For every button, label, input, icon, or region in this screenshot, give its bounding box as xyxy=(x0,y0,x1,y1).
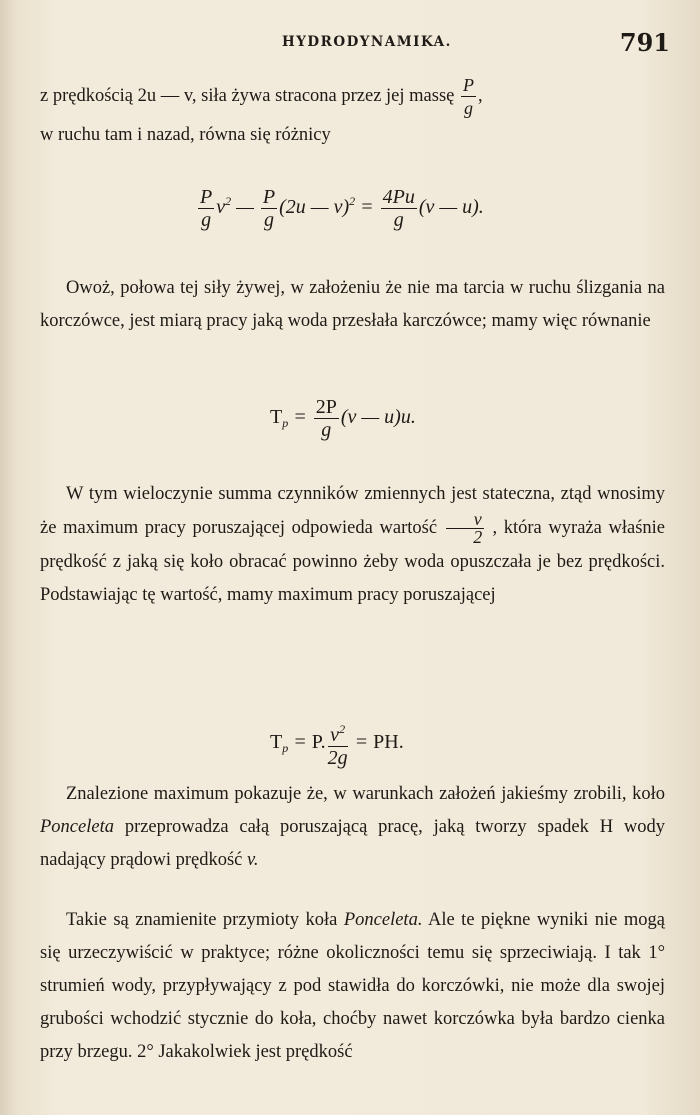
equation-kinetic-difference: $\frac{P}{g}$ $v^2$ — $\frac{P}{g}$ (2u — v)$^2$ = $\frac{4Pu}{g}$ (v — u). xyxy=(200,186,484,231)
poncelet-name: Ponceleta xyxy=(40,817,114,837)
paragraph-1-line-1: z prędkością 2u — v, siła żywa stracona przez jej massę xyxy=(40,85,455,106)
paragraph-2: Owoż, połowa tej siły żywej, w założeniu że nie ma tarcia w ruchu ślizgania na korczówce, jest miarą pracy jaką woda przesłała karczówce; mamy więc równanie xyxy=(40,278,665,331)
mass-fraction: $\frac{P}{g}$ xyxy=(463,75,474,118)
paragraph-1: z prędkością 2u — v, siła żywa stracona przez jej massę $\frac{P}{g}$ , w ruchu tam i nazad, równa się różnicy xyxy=(40,74,665,152)
paragraph-3: W tym wieloczynie summa czynników zmiennych jest stateczna, ztąd wnosimy że maximum pracy poruszającej odpowieda wartość $\frac{v}{2}$ , która wyraża właśnie prędkość z jaką się koło obracać powinno żeby woda opuszczała je bez prędkości. Podstawiając tę wartość, mamy maximum pracy poruszającej xyxy=(40,484,666,605)
paragraph-1-line-2: w ruchu tam i nazad, równa się różnicy xyxy=(40,125,331,145)
paragraph-4: Znalezione maximum pokazuje że, w warunkach założeń jakieśmy zrobili, koło Ponceleta przeprowadza całą poruszającą pracę, jaką tworzy spadek H wody nadający prądowi prędkość v. xyxy=(40,784,666,870)
page-number: 791 xyxy=(619,28,670,57)
equation-max-work: $T_p = P$. $\frac{v^2}{2g}$ = PH. xyxy=(270,718,404,769)
poncelet-name-2: Ponceleta. xyxy=(343,910,423,930)
fraction-v-over-2: $\frac{v}{2}$ xyxy=(446,511,484,546)
equation-work: $T_p$ = $\frac{2P}{g}$ (v — u)u. xyxy=(270,396,416,441)
page-header xyxy=(40,30,670,60)
running-title: HYDRODYNAMIKA. xyxy=(282,34,452,50)
paragraph-5: Takie są znamienite przymioty koła Ponceleta. Ale te piękne wyniki nie mogą się urzeczywiścić w praktyce; różne okoliczności temu się sprzeciwiają. I tak 1° strumień wody, przypływający z pod stawidła do korczówki, nie może dla swojej grubości wchodzić stycznie do koła, choćby nawet korczówka była bardzo cienka przy brzegu. 2° Jakakolwiek jest prędkość xyxy=(40,910,665,1062)
